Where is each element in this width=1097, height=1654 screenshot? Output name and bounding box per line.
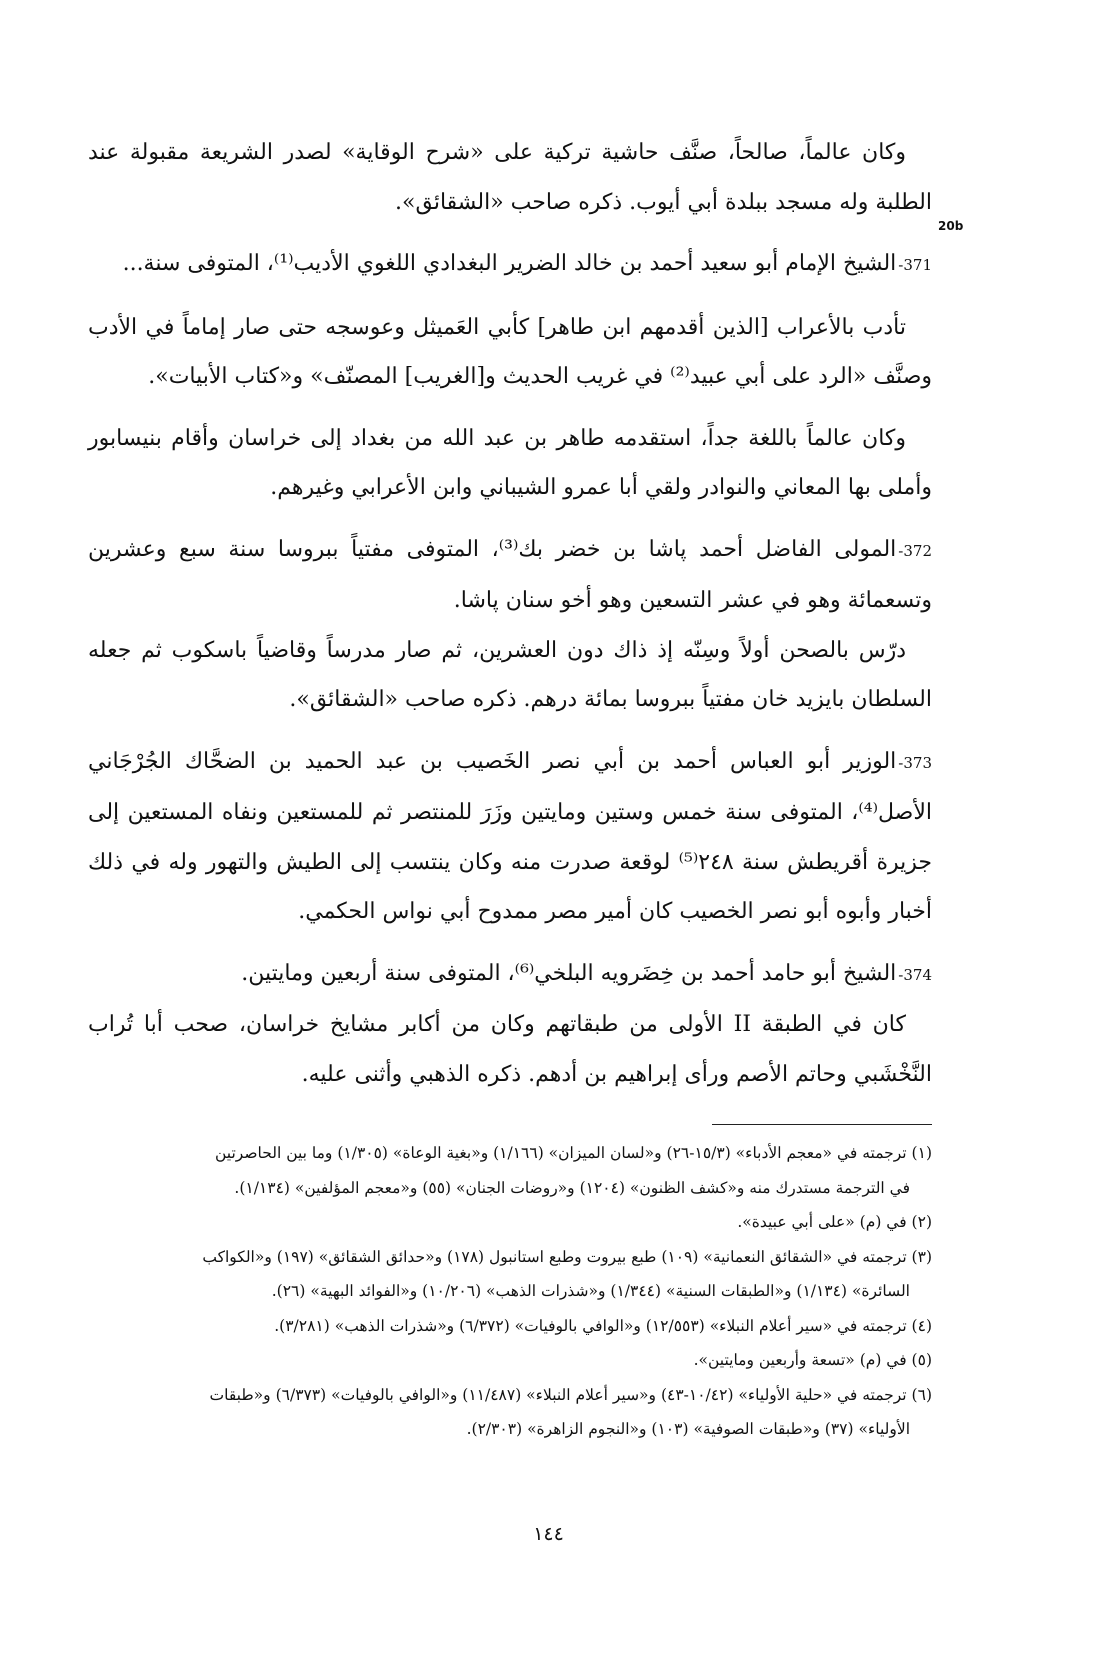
paragraph-371a: تأدب بالأعراب [الذين أقدمهم ابن طاهر] كأبي العَميثل وعوسجه حتى صار إماماً في الأدب وصنَّف «الرد على أبي عبيد⁽²⁾ في غريب الحديث و[الغريب] المصنّف» و«كتاب الأبيات».	[88, 314, 932, 389]
footnote-6: (٦) ترجمته في «حلية الأولياء» (١٠/٤٢-٤٣) و«سير أعلام النبلاء» (١١/٤٨٧) و«الوافي بالوفيات» (٦/٣٧٣) و«طبقات	[209, 1385, 932, 1404]
paragraph-intro: وكان عالماً، صالحاً، صنَّف حاشية تركية على «شرح الوقاية» لصدر الشريعة مقبولة عند الطلبة وله مسجد ببلدة أبي أيوب. ذكره صاحب «الشقائق».	[88, 140, 932, 215]
entry-371	[88, 239, 932, 291]
paragraph-372: درّس بالصحن أولاً وسِنّه إذ ذاك دون العشرين، ثم صار مدرساً وقاضياً باسكوب ثم جعله السلطان بايزيد خان مفتياً ببروسا بمائة درهم. ذكره صاحب «الشقائق».	[88, 637, 932, 712]
entry-374-heading: الشيخ أبو حامد أحمد بن خِضَرويه البلخي⁽⁶⁾، المتوفى سنة أربعين ومايتين.	[241, 960, 897, 986]
footnote-3-continuation: السائرة» (١/١٣٤) و«الطبقات السنية» (١/٣٤٤) و«شذرات الذهب» (١٠/٢٠٦) و«الفوائد البهية» (٢٦).	[271, 1282, 910, 1300]
entry-373-heading: الوزير أبو العباس أحمد بن أبي نصر الخَصيب بن عبد الحميد بن الضحَّاك الجُرْجَاني الأصل⁽⁴⁾، المتوفى سنة خمس وستين ومايتين وزَرَ للمنتصر ثم للمستعين ونفاه المستعين إلى جزيرة أقريطش سنة ٢٤٨⁽⁵⁾ لوقعة صدرت منه وكان ينتسب إلى الطيش والتهور وله في ذلك أخبار وأبوه أبو نصر الخصيب كان أمير مصر ممدوح أبي نواس الحكمي.	[88, 748, 932, 924]
paragraph-371b: وكان عالماً باللغة جداً، استقدمه طاهر بن عبد الله من بغداد إلى خراسان وأقام بنيسابور وأملى بها المعاني والنوادر ولقي أبا عمرو الشيباني وابن الأعرابي وغيرهم.	[88, 425, 932, 500]
footnote-5: (٥) في (م) «تسعة وأربعين ومايتين».	[693, 1351, 932, 1369]
main-text	[88, 128, 932, 1099]
footnotes	[88, 1136, 932, 1447]
entry-number-374: 374-	[898, 965, 932, 984]
footnote-1-continuation: في الترجمة مستدرك منه و«كشف الظنون» (١٢٠٤) و«روضات الجنان» (٥٥) و«معجم المؤلفين» (١/١٣٤).	[234, 1178, 910, 1197]
paragraph-374: كان في الطبقة II الأولى من طبقاتهم وكان من أكابر مشايخ خراسان، صحب أبا تُراب النَّخْشَبي وحاتم الأصم ورأى إبراهيم بن أدهم. ذكره الذهبي وأثنى عليه.	[88, 1012, 932, 1087]
entry-number-372: 372-	[898, 541, 932, 560]
footnote-3: (٣) ترجمته في «الشقائق النعمانية» (١٠٩) طبع بيروت وطبع استانبول (١٧٨) و«حدائق الشقائق» (١٩٧) و«الكواكب	[202, 1247, 932, 1266]
entry-371-heading: الشيخ الإمام أبو سعيد أحمد بن خالد الضرير البغدادي اللغوي الأديب⁽¹⁾، المتوفى سنة...	[122, 251, 897, 276]
entry-number-371: 371-	[898, 256, 932, 274]
entry-373	[88, 737, 932, 937]
footnote-4: (٤) ترجمته في «سير أعلام النبلاء» (١٢/٥٥٣) و«الوافي بالوفيات» (٦/٣٧٢) و«شذرات الذهب» (٣/٢٨١).	[274, 1316, 932, 1335]
entry-number-373: 373-	[898, 753, 933, 772]
entry-372	[88, 525, 932, 626]
footnote-1: (١) ترجمته في «معجم الأدباء» (١٥/٣-٢٦) و«لسان الميزان» (١/١٦٦) و«بغية الوعاة» (١/٣٠٥) وما بين الحاصرتين	[215, 1144, 932, 1162]
footnote-6-continuation: الأولياء» (٣٧) و«طبقات الصوفية» (١٠٣) و«النجوم الزاهرة» (٢/٣٠٣).	[466, 1420, 910, 1438]
footnote-2: (٢) في (م) «على أبي عبيدة».	[737, 1213, 932, 1231]
footnote-divider	[712, 1124, 932, 1125]
folio-marker: 20b	[938, 219, 964, 233]
entry-372-heading: المولى الفاضل أحمد پاشا بن خضر بك⁽³⁾، المتوفى مفتياً ببروسا سنة سبع وعشرين وتسعمائة وهو في عشر التسعين وهو أخو سنان پاشا.	[88, 536, 932, 613]
entry-374	[88, 949, 932, 1001]
page-number: ١٤٤	[533, 1523, 564, 1545]
